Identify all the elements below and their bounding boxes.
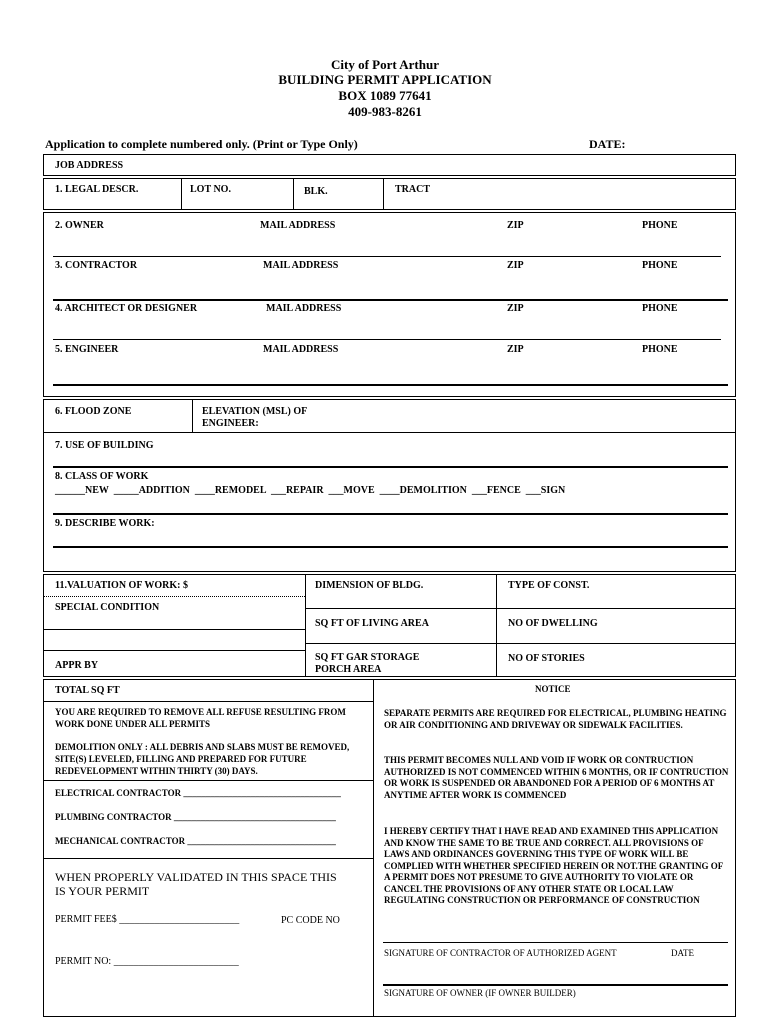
legal-row [43, 178, 736, 210]
plumbing-contractor[interactable]: PLUMBING CONTRACTOR ____________________________________ [55, 812, 336, 822]
special-condition-label: SPECIAL CONDITION [55, 602, 160, 613]
permit-no-field[interactable]: PERMIT NO: _________________________ [55, 956, 239, 967]
electrical-contractor[interactable]: ELECTRICAL CONTRACTOR ___________________________________ [55, 788, 341, 798]
valuation-label: 11.VALUATION OF WORK: $ [55, 580, 188, 591]
signature-contractor-label: SIGNATURE OF CONTRACTOR OF AUTHORIZED AGENT [384, 948, 617, 958]
notice-certification: I HEREBY CERTIFY THAT I HAVE READ AND EXAMINED THIS APPLICATION AND KNOW THE SAME TO BE TRUE AND CORRECT. ALL PROVISIONS OF LAWS AND ORDINANCES GOVERNING THIS TYPE OF WORK WILL BE COMPLIED WITH WHETHER SPECIFIED HEREIN OR NOT.THE GRANTING OF A PERMIT DOES NOT PRESUME TO GIVE AUTHORITY TO VIOLATE OR CANCEL THE PROVISIONS OF ANY OTHER STATE OR LOCAL LAW REGULATING CONSTRUCTION OR PERFORMANCE OF CONSTRUCTION [384, 826, 723, 905]
engineer-mail-label: MAIL ADDRESS [263, 344, 339, 355]
flood-zone-label: 6. FLOOD ZONE [55, 406, 132, 417]
date-label: DATE: [589, 137, 626, 151]
no-stories-label: NO OF STORIES [508, 653, 585, 664]
sq-ft-living-label: SQ FT OF LIVING AREA [315, 618, 429, 629]
signature-owner-label: SIGNATURE OF OWNER (IF OWNER BUILDER) [384, 988, 576, 998]
notice-null-void: THIS PERMIT BECOMES NULL AND VOID IF WORK OR CONTRUCTION AUTHORIZED IS NOT COMMENCED WITHIN 6 MONTHS, OR IF CONTRUCTION OR WORK IS SUSPENDED OR ABANDONED FOR A PERIOD OF 6 MONTHS AT ANYTIME AFTER WORK IS COMMENCED [384, 755, 729, 800]
elevation-label: ELEVATION (MSL) OF ENGINEER: [202, 406, 307, 429]
owner-zip-label: ZIP [507, 220, 524, 231]
demolition-text: DEMOLITION ONLY : ALL DEBRIS AND SLABS MUST BE REMOVED, SITE(S) LEVELED, FILLING AND PREPARED FOR FUTURE REDEVELOPMENT WITHIN THIRTY (30) DAYS. [55, 742, 350, 776]
no-dwelling-label: NO OF DWELLING [508, 618, 598, 629]
instructions: Application to complete numbered only. (Print or Type Only) [45, 137, 358, 151]
architect-zip-label: ZIP [507, 303, 524, 314]
job-address-field[interactable] [43, 154, 736, 176]
form-title: BUILDING PERMIT APPLICATION [278, 72, 492, 87]
signature-date-label: DATE [671, 948, 694, 958]
sq-ft-gar-label: SQ FT GAR STORAGE PORCH AREA [315, 652, 420, 675]
contractor-phone-label: PHONE [642, 260, 678, 271]
appr-by-label: APPR BY [55, 660, 99, 671]
office-phone: 409-983-8261 [348, 104, 422, 119]
describe-work-label: 9. DESCRIBE WORK: [55, 518, 155, 529]
city-name: City of Port Arthur [331, 57, 439, 72]
tract-label: TRACT [395, 184, 431, 195]
contractor-mail-label: MAIL ADDRESS [263, 260, 339, 271]
class-of-work-options[interactable]: ______NEW _____ADDITION ____REMODEL ___REPAIR ___MOVE ____DEMOLITION ___FENCE ___SIGN [55, 485, 566, 496]
refuse-text: YOU ARE REQUIRED TO REMOVE ALL REFUSE RESULTING FROM WORK DONE UNDER ALL PERMITS [55, 707, 346, 729]
type-of-const-label: TYPE OF CONST. [508, 580, 590, 591]
engineer-zip-label: ZIP [507, 344, 524, 355]
validated-text: WHEN PROPERLY VALIDATED IN THIS SPACE THIS IS YOUR PERMIT [55, 870, 337, 898]
contractor-label: 3. CONTRACTOR [55, 260, 138, 271]
total-sq-ft-label: TOTAL SQ FT [55, 685, 120, 696]
engineer-label: 5. ENGINEER [55, 344, 119, 355]
owner-label: 2. OWNER [55, 220, 104, 231]
notice-separate-permits: SEPARATE PERMITS ARE REQUIRED FOR ELECTRICAL, PLUMBING HEATING OR AIR CONDITIONING AND DRIVEWAY OR SIDEWALK FACILITIES. [384, 708, 727, 730]
class-of-work-label: 8. CLASS OF WORK [55, 471, 149, 482]
lot-no-label: LOT NO. [190, 184, 231, 195]
use-of-building-label: 7. USE OF BUILDING [55, 440, 154, 451]
architect-label: 4. ARCHITECT OR DESIGNER [55, 303, 198, 314]
owner-phone-label: PHONE [642, 220, 678, 231]
permit-fee-field[interactable]: PERMIT FEE$ ________________________ [55, 914, 240, 925]
notice-title: NOTICE [535, 684, 571, 694]
dimension-label: DIMENSION OF BLDG. [315, 580, 424, 591]
architect-phone-label: PHONE [642, 303, 678, 314]
box-address: BOX 1089 77641 [338, 88, 432, 103]
engineer-phone-label: PHONE [642, 344, 678, 355]
pc-code-label: PC CODE NO [281, 915, 340, 926]
legal-descr-label: 1. LEGAL DESCR. [55, 184, 139, 195]
blk-label: BLK. [304, 186, 328, 197]
architect-mail-label: MAIL ADDRESS [266, 303, 342, 314]
mechanical-contractor[interactable]: MECHANICAL CONTRACTOR _________________________________ [55, 836, 336, 846]
owner-mail-label: MAIL ADDRESS [260, 220, 336, 231]
job-address-label: JOB ADDRESS [55, 160, 124, 171]
contractor-zip-label: ZIP [507, 260, 524, 271]
